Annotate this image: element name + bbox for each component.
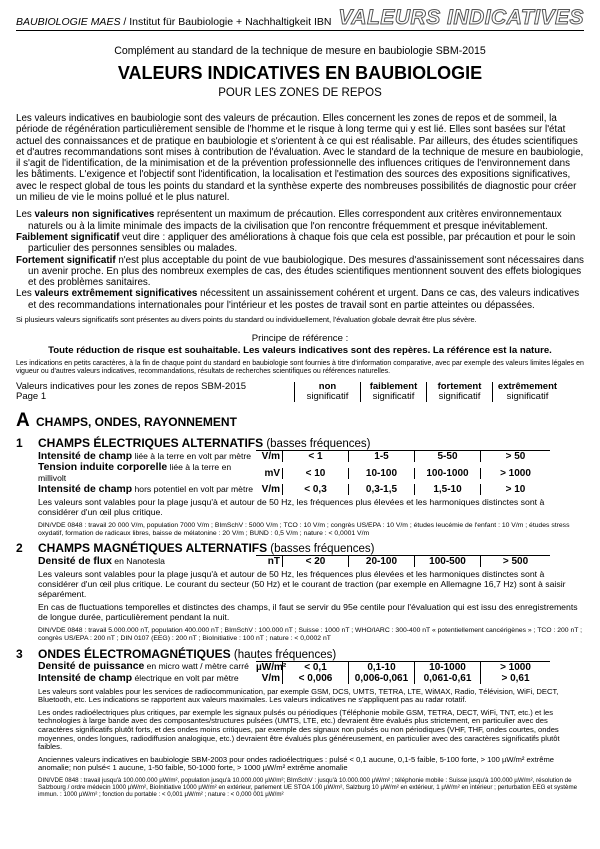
table-row bbox=[16, 555, 584, 567]
s2-note: Les valeurs sont valables pour la plage jusqu'à et autour de 50 Hz, les fréquences plus élevées et les harmoniques distinctes sont à considérer d'un œil plus critique. Le courant du secteur (50 Hz) et le courant de traction (par exemple en Allemagne 16,7 Hz) sont à saisir séparément. bbox=[38, 569, 566, 600]
page bbox=[16, 0, 584, 799]
value-faible: 1-5 bbox=[348, 450, 414, 462]
s2-heading bbox=[16, 541, 584, 555]
section-letter: A bbox=[16, 410, 30, 432]
s1-title bbox=[38, 436, 371, 450]
def-fort bbox=[16, 255, 584, 289]
table-row bbox=[16, 484, 584, 495]
org-name: BAUBIOLOGIE MAES bbox=[16, 16, 121, 28]
col-title: non bbox=[318, 381, 337, 393]
col-sub: significatif bbox=[372, 391, 415, 403]
def-term: Fortement significatif bbox=[16, 254, 116, 266]
def-faible bbox=[16, 232, 584, 255]
s1-number: 1 bbox=[16, 436, 23, 451]
s1-title-main: CHAMPS ÉLECTRIQUES ALTERNATIFS bbox=[38, 436, 264, 451]
row-unit: mV bbox=[264, 467, 280, 479]
small-print-note: Les indications en petits caractères, à la fin de chaque point du standard en baubiologie sont fournies à titre d'information comparative, avec par exemple des valeurs limites légales en vigueur ou d'autres valeurs indicatives, recommandations, résultats de recherches scientifiques ou références naturelles. bbox=[16, 360, 584, 376]
s2-title-sub: (basses fréquences) bbox=[267, 543, 375, 556]
table-header-title: Valeurs indicatives pour les zones de repos SBM-2015 bbox=[16, 381, 247, 393]
col-title: fortement bbox=[437, 381, 482, 393]
value-fort: 5-50 bbox=[414, 450, 480, 462]
s3-title-main: ONDES ÉLECTROMAGNÉTIQUES bbox=[38, 646, 231, 661]
section-a-heading bbox=[16, 410, 584, 432]
value-non: < 1 bbox=[282, 450, 348, 462]
table-row bbox=[16, 462, 584, 484]
def-text: n'est plus acceptable du point de vue baubiologique. Des mesures d'assainissement sont nécessaires dans un avenir proche. En plus des nombreux exemples de cas, des études scientifiques mentionnent souvent des effets biologiques et des problèmes sanitaires. bbox=[28, 254, 584, 289]
s3-small-print: DIN/VDE 0848 : travail jusqu'à 100.000.000 µW/m², population jusqu'à 10.000.000 µW/m²; BImSchV : jusqu'à 10.000.000 µW/m² ; téléphonie mobile : Suisse jusqu'à 100.000 µW/m², résolution de Salzbourg / ordre médecin 1000 µW/m², BioInitiative 1000 µW/m² en extérieur, parlement UE STOA 100 µW/m², Salzburg 10 µW/m² en extérieur, 1 µW/m² en intérieur ; perturbation EEG et système immun. : 1000 µW/m² ; fonction du portable : < 0,001 µW/m² ; nature : < 0,000 001 µW/m² bbox=[38, 776, 578, 799]
row-desc: liée à la terre en millivolt bbox=[38, 462, 232, 484]
page-subtitle: POUR LES ZONES DE REPOS bbox=[218, 87, 382, 99]
section-title: CHAMPS, ONDES, RAYONNEMENT bbox=[36, 415, 237, 430]
row-unit: V/m bbox=[261, 672, 280, 684]
value-extreme: > 1000 bbox=[480, 661, 550, 673]
value-non: < 10 bbox=[282, 468, 348, 479]
org-line bbox=[16, 16, 331, 28]
def-text: représentent un maximum de précaution. Elles correspondent aux critères environnementaux naturels ou à la limite minimale des impacts de la civilisation que l'on rencontre fréquemment et presque inévitablement. bbox=[28, 209, 562, 232]
s2-title-main: CHAMPS MAGNÉTIQUES ALTERNATIFS bbox=[38, 541, 268, 556]
value-non: < 0,3 bbox=[282, 484, 348, 495]
value-faible: 20-100 bbox=[348, 555, 414, 567]
col-title: faiblement bbox=[369, 381, 418, 393]
row-label: Densité de flux bbox=[38, 555, 112, 567]
intro-paragraph: Les valeurs indicatives en baubiologie sont des valeurs de précaution. Elles concernent les zones de repos et de sommeil, la période de régénération particulièrement sensible de l'homme et le risque à long terme qui y est lié. Elles sont basées sur l'état actuel des connaissances et de pratique en baubiologie et s'orientent à ce qui est réalisable. Par ailleurs, des études scientifiques et d'autres recommandations sont mises à contribution de l'évaluation. Avec le standard de la technique de mesure en baubiologie, il s'agit de l'identification, de la minimisation et de la prévention professionnelle des influences critiques de l'environnement dans les bâtiments. L'exigence et l'objectif sont l'identification, la localisation et l'estimation des sources des expositions significatives, avec le respect global de tous les points du standard et la synthèse experte des nombreuses possibilités de diagnostic pour créer un milieu de vie le moins pollué et le plus naturel. bbox=[16, 113, 584, 204]
ref-label: Principe de référence : bbox=[251, 333, 349, 345]
row-label: Intensité de champ bbox=[38, 672, 133, 684]
s3-note2: Les ondes radioélectriques plus critiques, par exemple les signaux pulsés ou périodiques (Téléphonie mobile GSM, TETRA, DECT, WiFi, TNT, etc.) et les technologies à large bande avec des composantes/structures pulsées (UMTS, LTE, etc.) devraient être évalués plus strictement, en particulier avec des caractères significatifs plutôt forts, et des ondes moins critiques, par exemple des signaux non pulsés ou non périodiques (VHF, THF, ondes courtes, ondes moyennes, ondes longues, radiodiffusion analogique, etc.) devraient être évalués plus généreusement, en particulier avec des caractères significatifs plutôt faibles. bbox=[38, 707, 560, 752]
table-row bbox=[16, 450, 584, 462]
s1-title-sub: (basses fréquences) bbox=[263, 438, 371, 451]
def-term: valeurs extrêmement significatives bbox=[34, 288, 198, 300]
row-desc: hors potentiel en volt par mètre bbox=[132, 484, 253, 495]
row-label: Tension induite corporelle bbox=[38, 462, 168, 474]
s3-heading bbox=[16, 647, 584, 661]
row-desc: en Nanotesla bbox=[111, 555, 165, 566]
col-title: extrêmement bbox=[497, 381, 558, 393]
table-row bbox=[16, 673, 584, 684]
value-extreme: > 1000 bbox=[480, 468, 550, 479]
col-faible bbox=[360, 382, 426, 402]
value-fort: 100-500 bbox=[414, 555, 480, 567]
row-label: Intensité de champ bbox=[38, 484, 133, 496]
value-non: < 0,1 bbox=[282, 661, 348, 673]
top-header bbox=[16, 8, 584, 31]
definitions bbox=[16, 209, 584, 311]
def-pre: Les bbox=[16, 209, 35, 221]
def-term: valeurs non significatives bbox=[34, 209, 155, 221]
note-multiple: Si plusieurs valeurs significatifs sont présentes au divers points du standard ou individuellement, l'évaluation globale devrait être plus sévère. bbox=[16, 315, 477, 325]
col-fort bbox=[426, 382, 492, 402]
row-unit: µW/m² bbox=[256, 661, 287, 673]
value-extreme: > 500 bbox=[480, 555, 550, 567]
s2-number: 2 bbox=[16, 541, 23, 556]
s3-note3: Anciennes valeurs indicatives en baubiologie SBM-2003 pour ondes radioélectriques : pulsé < 0,1 aucune, 0,1-5 faible, 5-100 forte, > 100 µW/m² extrême anomalie; non pulsé< 1 aucune, 1-50 faible, 50-1000 forte, > 1000 µW/m² extrême anomalie bbox=[38, 754, 554, 773]
value-fort: 100-1000 bbox=[414, 468, 480, 479]
table-header-left bbox=[16, 382, 286, 402]
row-label: Intensité de champ bbox=[38, 450, 133, 462]
page-title: VALEURS INDICATIVES EN BAUBIOLOGIE bbox=[117, 63, 483, 83]
def-text: veut dire : appliquer des améliorations à chaque fois que cela est possible, par précaution et pour le soin particulier des personnes sensibles ou malades. bbox=[28, 231, 576, 255]
def-non bbox=[16, 209, 584, 232]
col-sub: significatif bbox=[438, 391, 481, 403]
s3-number: 3 bbox=[16, 646, 23, 661]
header-big-title: VALEURS INDICATIVES bbox=[338, 6, 584, 29]
value-faible: 0,3-1,5 bbox=[348, 484, 414, 495]
value-extreme: > 0,61 bbox=[480, 673, 550, 684]
row-desc: électrique en volt par mètre bbox=[132, 672, 239, 683]
s1-heading bbox=[16, 436, 584, 450]
row-desc: en micro watt / mètre carré bbox=[144, 661, 249, 672]
def-extreme bbox=[16, 288, 584, 311]
row-desc: liée à la terre en volt par mètre bbox=[132, 450, 252, 461]
col-non bbox=[294, 382, 360, 402]
def-pre: Les bbox=[16, 288, 35, 300]
row-unit: V/m bbox=[261, 484, 280, 496]
s2-small-print: DIN/VDE 0848 : travail 5.000.000 nT, population 400.000 nT ; BImSchV : 100.000 nT ; Suisse : 1000 nT ; WHO/IARC : 300-400 nT « potentiellement cancérigènes » ; TCO : 200 nT ; congrès US/EPA : 200 nT ; DIN 0107 (EEG) : 200 nT ; BioInitiative : 100 nT ; nature : < 0,0002 nT bbox=[38, 626, 583, 642]
s3-title bbox=[38, 647, 336, 661]
row-label: Densité de puissance bbox=[38, 661, 145, 673]
s2-note2: En cas de fluctuations temporelles et distinctes des champs, il faut se servir du 95e centile pour l'évaluation qui est issu des enregistrements de longue durée, particulièrement pendant la nuit. bbox=[38, 602, 578, 623]
page-number: Page 1 bbox=[16, 391, 47, 403]
s1-small-print: DIN/VDE 0848 : travail 20 000 V/m, population 7000 V/m ; BImSchV : 5000 V/m ; TCO : 10 V/m ; congrès US/EPA : 10 V/m ; études leucémie de l'enfant : 10 V/m ; études stress oxydatif, formation de radicaux libres, baisse de mélatonine : 20 V/m ; BUND : 0,5 V/m ; nature : < 0,0001 V/m bbox=[38, 521, 570, 537]
value-faible: 0,006-0,061 bbox=[348, 673, 414, 684]
value-extreme: > 50 bbox=[480, 450, 550, 462]
s3-note: Les valeurs sont valables pour les services de radiocommunication, par exemple GSM, DCS, UMTS, TETRA, LTE, WiMAX, Radio, Télévision, WiFi, DECT, Bluetooth, etc. Les indications se rapportent aux valeurs maximales. Les valeurs indicatives ne s'appliquent pas au radar rotatif. bbox=[38, 686, 559, 705]
col-sub: significatif bbox=[306, 391, 349, 403]
subtitle: Complément au standard de la technique de mesure en baubiologie SBM-2015 bbox=[114, 45, 486, 57]
table-row bbox=[16, 661, 584, 673]
value-fort: 1,5-10 bbox=[414, 484, 480, 495]
value-non: < 0,006 bbox=[282, 673, 348, 684]
value-fort: 10-1000 bbox=[414, 661, 480, 673]
row-unit: nT bbox=[256, 555, 282, 567]
s3-title-sub: (hautes fréquences) bbox=[230, 648, 337, 661]
value-fort: 0,061-0,61 bbox=[414, 673, 480, 684]
org-institute: / Institut für Baubiologie + Nachhaltigkeit IBN bbox=[120, 16, 332, 28]
s2-title bbox=[38, 541, 375, 555]
def-text: nécessitent un assainissement cohérent et urgent. Dans ce cas, des valeurs indicatives et des recommandations internationales pour l'intérieur et les postes de travail sont en partie atteintes ou dépassées. bbox=[28, 288, 580, 311]
col-extreme bbox=[492, 382, 562, 402]
ref-statement: Toute réduction de risque est souhaitable. Les valeurs indicatives sont des repères. La référence est la nature. bbox=[48, 345, 552, 357]
s1-note: Les valeurs sont valables pour la plage jusqu'à et autour de 50 Hz, les fréquences plus élevées et les harmoniques distinctes sont à considérer d'un œil plus critique. bbox=[38, 497, 545, 517]
value-non: < 20 bbox=[282, 555, 348, 567]
def-term: Faiblement significatif bbox=[16, 231, 120, 243]
table-header bbox=[16, 382, 584, 402]
value-faible: 0,1-10 bbox=[348, 661, 414, 673]
col-sub: significatif bbox=[506, 391, 549, 403]
row-unit: V/m bbox=[256, 450, 282, 462]
value-faible: 10-100 bbox=[348, 468, 414, 479]
value-extreme: > 10 bbox=[480, 484, 550, 495]
